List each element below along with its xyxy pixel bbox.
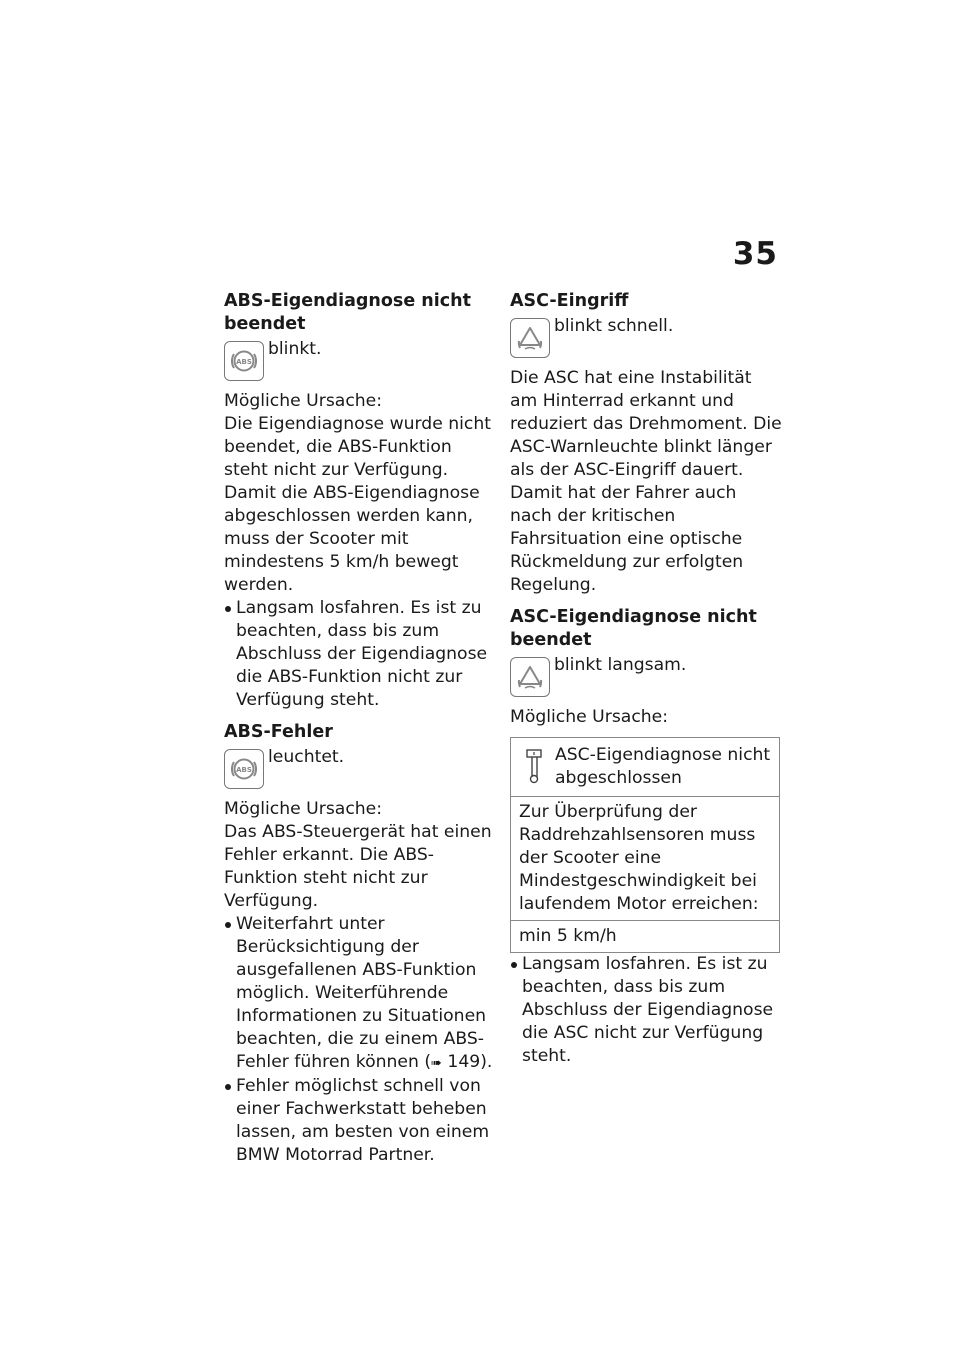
- right-column: [510, 290, 782, 1068]
- asc-selfdiag-title: ASC-Eigendiagnose nicht beendet: [510, 607, 757, 650]
- asc-warning-icon: [510, 318, 550, 358]
- diagnosis-table: [510, 737, 780, 953]
- abs-error-title: ABS-Fehler: [224, 722, 333, 742]
- cause-label: Mögliche Ursache:: [510, 707, 669, 727]
- asc-intervention-title: ASC-Eingriff: [510, 291, 629, 311]
- cause-label: Mögliche Ursache:: [224, 799, 383, 819]
- indicator-state: blinkt schnell.: [554, 316, 674, 336]
- indicator-state: leuchtet.: [268, 747, 345, 767]
- asc-intervention-indicator: [510, 315, 782, 358]
- diagnosis-table-title: ASC-Eigendiagnose nicht abgeschlossen: [555, 745, 771, 788]
- page-number: 35: [732, 236, 778, 272]
- svg-text:ABS: ABS: [236, 358, 252, 366]
- action-list: [224, 597, 496, 712]
- svg-text:ABS: ABS: [236, 766, 252, 774]
- action-list: [510, 953, 782, 1068]
- asc-warning-icon: [510, 657, 550, 697]
- action-item: [224, 913, 496, 1075]
- abs-selfdiag-indicator: [224, 338, 496, 381]
- indicator-state: blinkt langsam.: [554, 655, 687, 675]
- abs-warning-icon: [224, 341, 264, 381]
- indicator-state: blinkt.: [268, 339, 322, 359]
- left-column: [224, 290, 496, 1167]
- action-item: Langsam losfahren. Es ist zu beachten, dass bis zum Abschluss der Eigendiagnose die ASC nicht zur Verfügung steht.: [510, 953, 782, 1068]
- diagnosis-table-cell: min 5 km/h: [511, 920, 779, 952]
- page-reference-arrow-icon: ➠: [431, 1056, 442, 1071]
- cause-label: Mögliche Ursache:: [224, 391, 383, 411]
- cause-text: Die Eigendiagnose wurde nicht beendet, die ABS-Funktion steht nicht zur Verfügung. Damit die ABS-Eigendiagnose abgeschlossen werden kann, muss der Scooter mit mindestens 5 km/h bewegt werden.: [224, 414, 492, 595]
- wheel-speed-sensor-icon: [523, 747, 545, 785]
- asc-selfdiag-indicator: [510, 654, 782, 697]
- action-text: Weiterfahrt unter Berücksichtigung der ausgefallenen ABS-Funktion möglich. Weiterführende Informationen zu Situationen beachten, die zu einem ABS-Fehler führen können (: [236, 914, 487, 1072]
- abs-selfdiag-title: ABS-Eigendiagnose nicht beendet: [224, 291, 471, 334]
- cause-text: Das ABS-Steuergerät hat einen Fehler erkannt. Die ABS-Funktion steht nicht zur Verfügung.: [224, 822, 492, 911]
- action-item: Fehler möglichst schnell von einer Fachwerkstatt beheben lassen, am besten von einem BMW Motorrad Partner.: [224, 1075, 496, 1167]
- page-reference-link[interactable]: 149).: [441, 1052, 493, 1072]
- action-item: Langsam losfahren. Es ist zu beachten, dass bis zum Abschluss der Eigendiagnose die ABS-Funktion nicht zur Verfügung steht.: [224, 597, 496, 712]
- asc-body-text: Die ASC hat eine Instabilität am Hinterrad erkannt und reduziert das Drehmoment. Die ASC-Warnleuchte blinkt länger als der ASC-Eingriff dauert. Damit hat der Fahrer auch nach der kritischen Fahrsituation eine optische Rückmeldung zur erfolgten Regelung.: [510, 368, 782, 595]
- abs-error-indicator: [224, 746, 496, 789]
- action-list: [224, 913, 496, 1167]
- diagnosis-table-header: [511, 738, 779, 797]
- abs-warning-icon: [224, 749, 264, 789]
- diagnosis-table-cell: Zur Überprüfung der Raddrehzahlsensoren muss der Scooter eine Mindestgeschwindigkeit bei laufendem Motor erreichen:: [519, 802, 759, 914]
